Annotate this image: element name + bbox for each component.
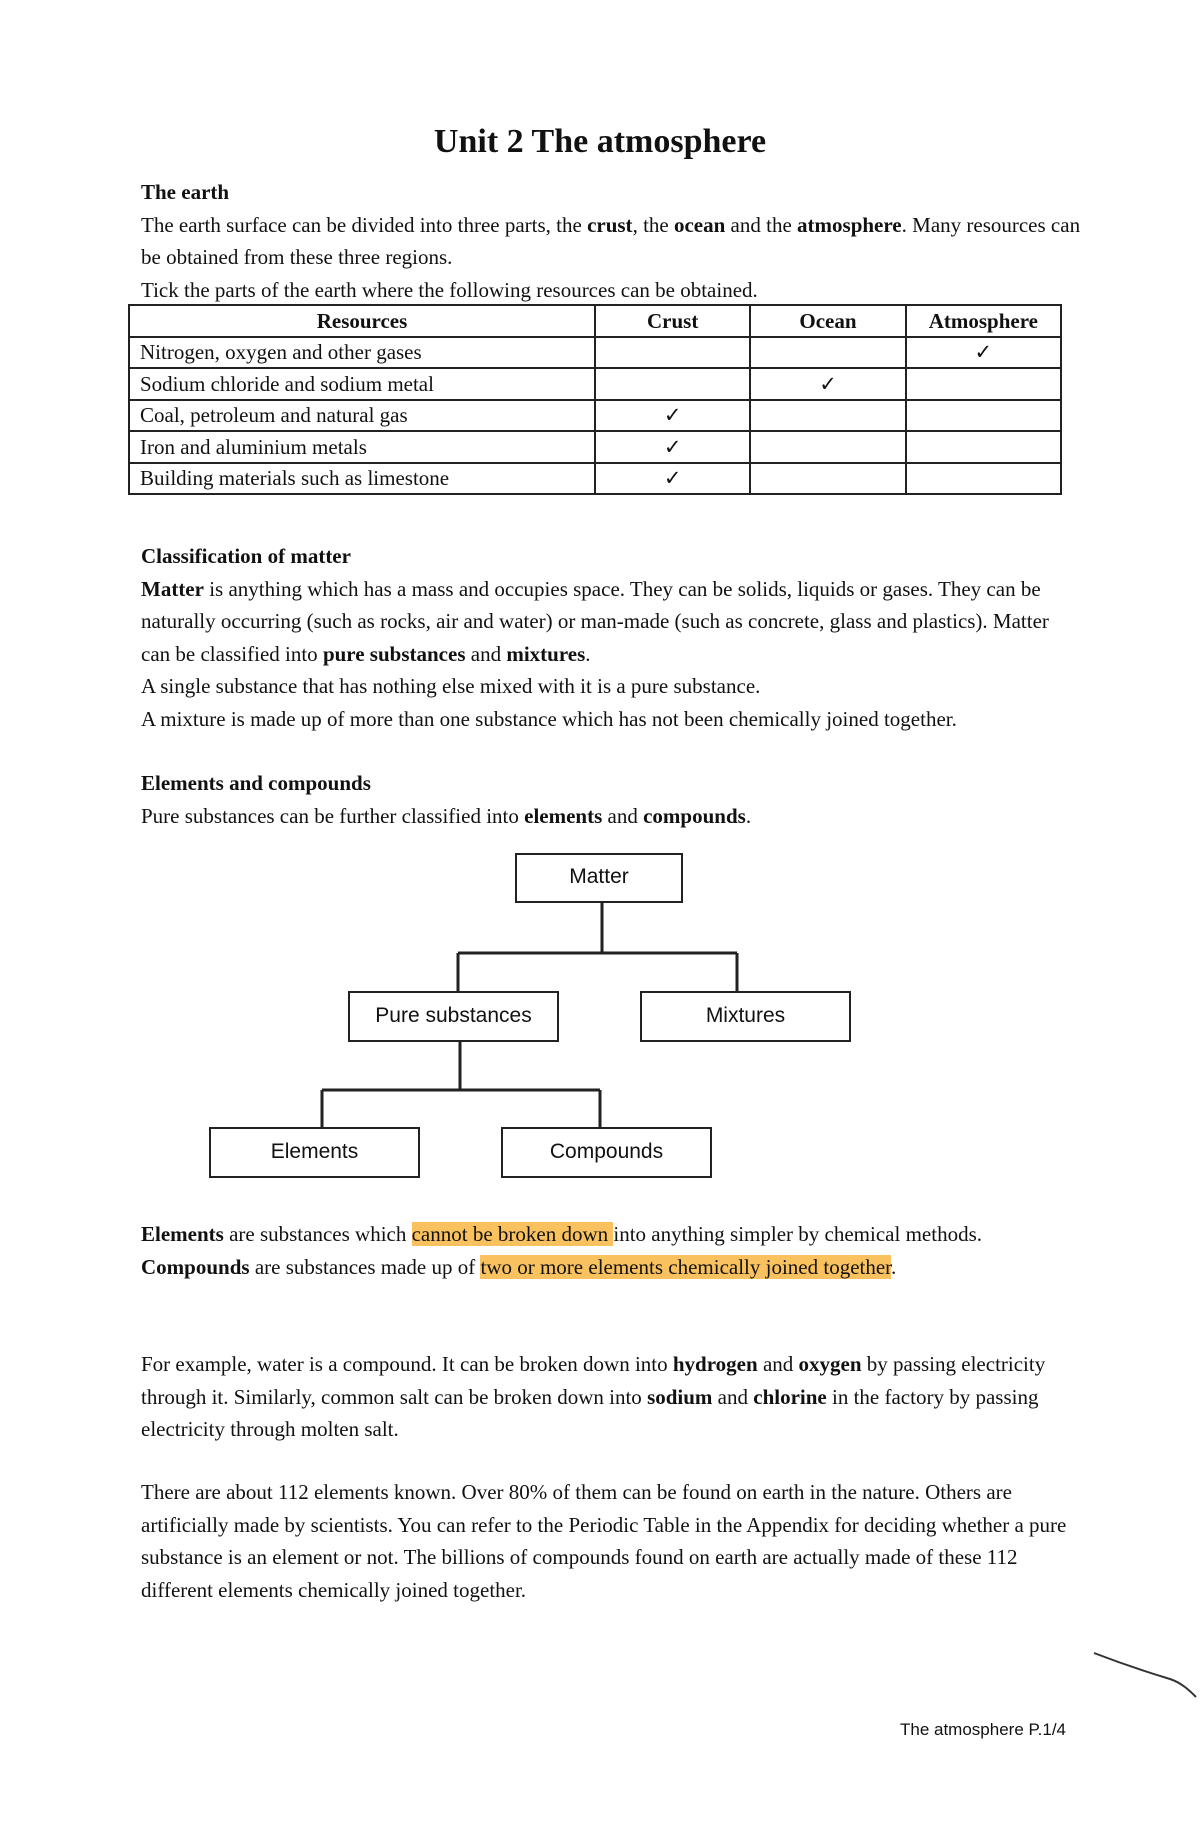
term-crust: crust: [587, 212, 633, 237]
page-footer: The atmosphere P.1/4: [899, 1720, 1066, 1739]
text-run: .: [891, 1254, 897, 1279]
node-compounds: Compounds: [501, 1127, 712, 1178]
section-definitions: [141, 1218, 1081, 1283]
ocean-cell: ✓: [750, 368, 905, 400]
pen-stroke-mark: [1090, 1645, 1200, 1705]
crust-cell: ✓: [595, 400, 750, 432]
resource-cell: Coal, petroleum and natural gas: [129, 400, 595, 432]
mixture-definition: A mixture is made up of more than one substance which has not been chemically joined together.: [141, 706, 957, 731]
highlighted-phrase: cannot be broken down: [411, 1222, 614, 1246]
text-run: is anything which has a mass and occupies space. They can be solids, liquids or gases. They can be naturally occurring (such as rocks, air and water) or man-made (such as concrete, glass and plastics). Matter can be classified into: [141, 576, 1049, 666]
term-oxygen: oxygen: [798, 1352, 862, 1376]
section-heading-earth: The earth: [141, 180, 230, 204]
text-run: and: [602, 803, 644, 828]
text-run: , the: [632, 212, 674, 237]
section-example: [141, 1348, 1081, 1446]
resource-cell: Iron and aluminium metals: [129, 431, 595, 463]
term-elements: elements: [524, 803, 603, 828]
term-matter: Matter: [141, 576, 204, 601]
node-matter: Matter: [515, 853, 683, 903]
text-run: and the: [725, 212, 798, 237]
section-heading-classification: Classification of matter: [141, 544, 351, 568]
compounds-definition: [141, 1251, 1081, 1284]
text-run: . Many resources can be obtained from these three regions.: [141, 212, 1081, 269]
term-elements: Elements: [141, 1222, 224, 1246]
term-atmosphere: atmosphere: [797, 212, 902, 237]
atmosphere-cell: ✓: [906, 337, 1061, 369]
text-run: and: [712, 1384, 754, 1409]
text-run: and: [757, 1352, 799, 1376]
resource-cell: Nitrogen, oxygen and other gases: [129, 337, 595, 369]
term-hydrogen: hydrogen: [672, 1352, 758, 1376]
highlighted-phrase: two or more elements chemically joined together: [480, 1254, 892, 1279]
text-run: in the factory by passing electricity through molten salt.: [141, 1384, 1039, 1441]
crust-cell: ✓: [595, 431, 750, 463]
text-run: .: [745, 803, 752, 828]
resource-cell: Sodium chloride and sodium metal: [129, 368, 595, 400]
example-paragraph: [141, 1348, 1081, 1446]
section-heading-elements: Elements and compounds: [141, 771, 371, 795]
header-atmosphere: Atmosphere: [906, 305, 1061, 337]
text-run: by passing electricity through it. Similarly, common salt can be broken down into: [141, 1352, 1046, 1409]
header-crust: Crust: [595, 305, 750, 337]
table-instruction: Tick the parts of the earth where the following resources can be obtained.: [141, 277, 758, 302]
node-pure-substances: Pure substances: [348, 991, 559, 1042]
term-sodium: sodium: [647, 1384, 713, 1409]
term-pure-substances: pure substances: [322, 641, 466, 666]
crust-cell: ✓: [595, 463, 750, 495]
pure-substance-definition: A single substance that has nothing else mixed with it is a pure substance.: [141, 674, 761, 698]
resource-cell: Building materials such as limestone: [129, 463, 595, 495]
text-run: For example, water is a compound. It can be broken down into: [141, 1352, 673, 1376]
text-run: into anything simpler by chemical methods.: [613, 1222, 982, 1246]
header-ocean: Ocean: [750, 305, 905, 337]
elements-definition: [141, 1218, 1081, 1251]
term-mixtures: mixtures: [506, 641, 586, 666]
term-ocean: ocean: [673, 212, 726, 237]
text-run: Pure substances can be further classified into: [141, 803, 525, 828]
node-elements: Elements: [209, 1127, 420, 1178]
section-known-elements: [141, 1476, 1081, 1606]
text-run: are substances made up of: [249, 1254, 481, 1279]
text-run: and: [465, 641, 507, 666]
known-elements-paragraph: There are about 112 elements known. Over 80% of them can be found on earth in the nature. Others are artificially made by scientists. You can refer to the Periodic Table in the Appendix for deciding whether a pure substance is an element or not. The billions of compounds found on earth are actually made of these 112 different elements chemically joined together.: [141, 1480, 1067, 1602]
text-run: The earth surface can be divided into three parts, the: [141, 212, 588, 237]
page-title: Unit 2 The atmosphere: [433, 123, 767, 160]
term-chlorine: chlorine: [753, 1384, 827, 1409]
header-resources: Resources: [129, 305, 595, 337]
node-mixtures: Mixtures: [640, 991, 851, 1042]
term-compounds: Compounds: [141, 1254, 250, 1279]
text-run: are substances which: [223, 1222, 412, 1246]
term-compounds: compounds: [643, 803, 746, 828]
text-run: .: [585, 641, 591, 666]
